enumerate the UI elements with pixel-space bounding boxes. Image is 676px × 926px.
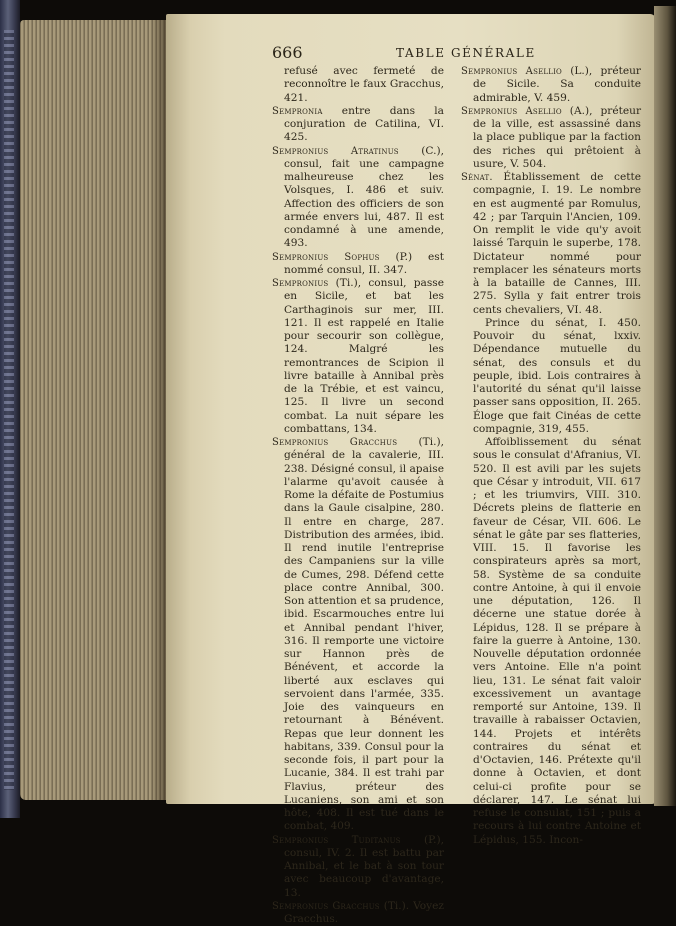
entry-headword: Sempronius Gracchus	[272, 900, 380, 912]
entry-headword: Sempronius Asellio	[461, 66, 562, 77]
entry-headword: Sempronius Asellio	[461, 105, 562, 117]
index-entry	[461, 171, 641, 317]
index-entry	[272, 900, 444, 926]
index-entry	[272, 251, 444, 278]
entry-text: (A.), préteur de la ville, est assassiné dans la place publique par la faction des riches qui prêtoient à usure, V. 504.	[473, 104, 642, 170]
entry-headword: Sempronius Atratinus	[272, 145, 399, 157]
entry-text: Prince du sénat, I. 450. Pouvoir du sénat, lxxiv. Dépendance mutuelle du sénat, des consuls et du peuple, ibid. Lois contraires à l'autorité du sénat qu'il laisse passer sans opposition, II. 265. Éloge que fait Cinéas de cette compagnie, 319, 455.	[473, 316, 641, 435]
entry-text: (Ti.). Voyez Gracchus.	[284, 899, 444, 925]
index-entry	[461, 65, 641, 105]
left-column	[272, 65, 444, 926]
index-entry	[272, 834, 444, 900]
page-header	[166, 43, 656, 67]
index-entry	[272, 105, 444, 145]
entry-headword: Sempronius Tuditanus	[272, 834, 401, 846]
marbled-binding-pattern	[4, 30, 14, 790]
index-entry	[272, 65, 444, 105]
index-entry	[461, 105, 641, 171]
index-entry	[461, 317, 641, 436]
facing-page-edge	[654, 6, 676, 806]
entry-text: Établissement de cette compagnie, I. 19. Le nombre en est augmenté par Romulus, 42 ; par Tarquin l'Ancien, 109. On remplit le vide qu'y avoit laissé Tarquin le superbe, 178. Dictateur nommé pour remplacer les sénateurs morts à la bataille de Cannes, III. 275. Sylla y fait entrer trois cents chevaliers, VI. 48.	[473, 171, 641, 316]
entry-headword: Sempronius Sophus	[272, 251, 380, 263]
entry-text: (Ti.), consul, passe en Sicile, et bat les Carthaginois sur mer, III. 121. Il est rappelé en Italie pour secourir son collègue, 124. Malgré les remontrances de Scipion il livre bataille à Annibal près de la Trébie, et est vaincu, 125. Il livre un second combat. La nuit sépare les combattans, 134.	[284, 277, 444, 435]
entry-headword: Sénat.	[461, 172, 493, 183]
entry-text: (P.) est nommé consul, II. 347.	[284, 250, 444, 276]
index-entry	[272, 277, 444, 436]
entry-text: (Ti.), général de la cavalerie, III. 238. Désigné consul, il apaise l'alarme qu'avoit causée à Rome la défaite de Postumius dans la Gaule cisalpine, 280. Il entre en charge, 287. Distribution des armées, ibid. Il rend inutile l'entreprise des Campaniens sur la ville de Cumes, 298. Défend cette place contre Annibal, 300. Son attention et sa prudence, ibid. Escarmouches entre lui et Annibal pendant l'hiver, 316. Il remporte une victoire sur Hannon près de Bénévent, et accorde la liberté aux esclaves qui servoient dans l'armée, 335. Joie des vainqueurs en retournant à Bénévent. Repas que leur donnent les habitans, 339. Consul pour la seconde fois, il part pour la Lucanie, 384. Il est trahi par Flavius, préteur des Lucaniens, son ami et son hôte, 408. Il est tué dans le combat, 409.	[284, 436, 444, 833]
right-column	[461, 65, 641, 847]
entry-text: (C.), consul, fait une campagne malheureuse chez les Volsques, I. 486 et suiv. Affection des officiers de son armée envers lui, 487. Il est condamné à une amende, 493.	[284, 144, 444, 250]
entry-headword: Sempronius	[272, 278, 329, 289]
entry-headword: Sempronius Gracchus	[272, 437, 398, 448]
index-entry	[461, 436, 641, 847]
page-number: 666	[272, 43, 303, 62]
entry-text: refusé avec fermeté de reconnoître le faux Gracchus, 421.	[284, 65, 444, 104]
entry-text: (L.), préteur de Sicile. Sa conduite admirable, V. 459.	[473, 65, 641, 104]
running-title: TABLE GÉNÉRALE	[396, 46, 536, 60]
book-binding	[0, 0, 20, 818]
index-entry	[272, 145, 444, 251]
index-entry	[272, 436, 444, 834]
entry-text: Affoiblissement du sénat sous le consulat d'Afranius, VI. 520. Il est avili par les sujets que César y introduit, VII. 617 ; et les triumvirs, VIII. 310. Décrets pleins de flatterie en faveur de César, VII. 606. Le sénat le gâte par ses flatteries, VIII. 15. Il favorise les conspirateurs après sa mort, 58. Système de sa conduite contre Antoine, à qui il envoie une députation, 126. Il décerne une statue dorée à Lépidus, 128. Il se prépare à faire la guerre à Antoine, 130. Nouvelle députation ordonnée vers Antoine. Elle n'a point lieu, 131. Le sénat fait valoir excessivement un avantage remporté sur Antoine, 139. Il travaille à rabaisser Octavien, 144. Projets et intérêts contraires du sénat et d'Octavien, 146. Prétexte qu'il donne à Octavien, et dont celui-ci profite pour se déclarer, 147. Le sénat lui refuse le consulat, 151 ; puis a recours à lui contre Antoine et Lépidus, 155. Incon-	[473, 436, 641, 846]
entry-text: entre dans la conjuration de Catilina, VI. 425.	[284, 104, 444, 144]
entry-text: (P.), consul, IV. 2. Il est battu par Annibal, et le bat à son tour avec beaucoup d'avantage, 13.	[284, 833, 444, 899]
entry-headword: Sempronia	[272, 105, 323, 117]
book-page-edges	[20, 20, 168, 800]
